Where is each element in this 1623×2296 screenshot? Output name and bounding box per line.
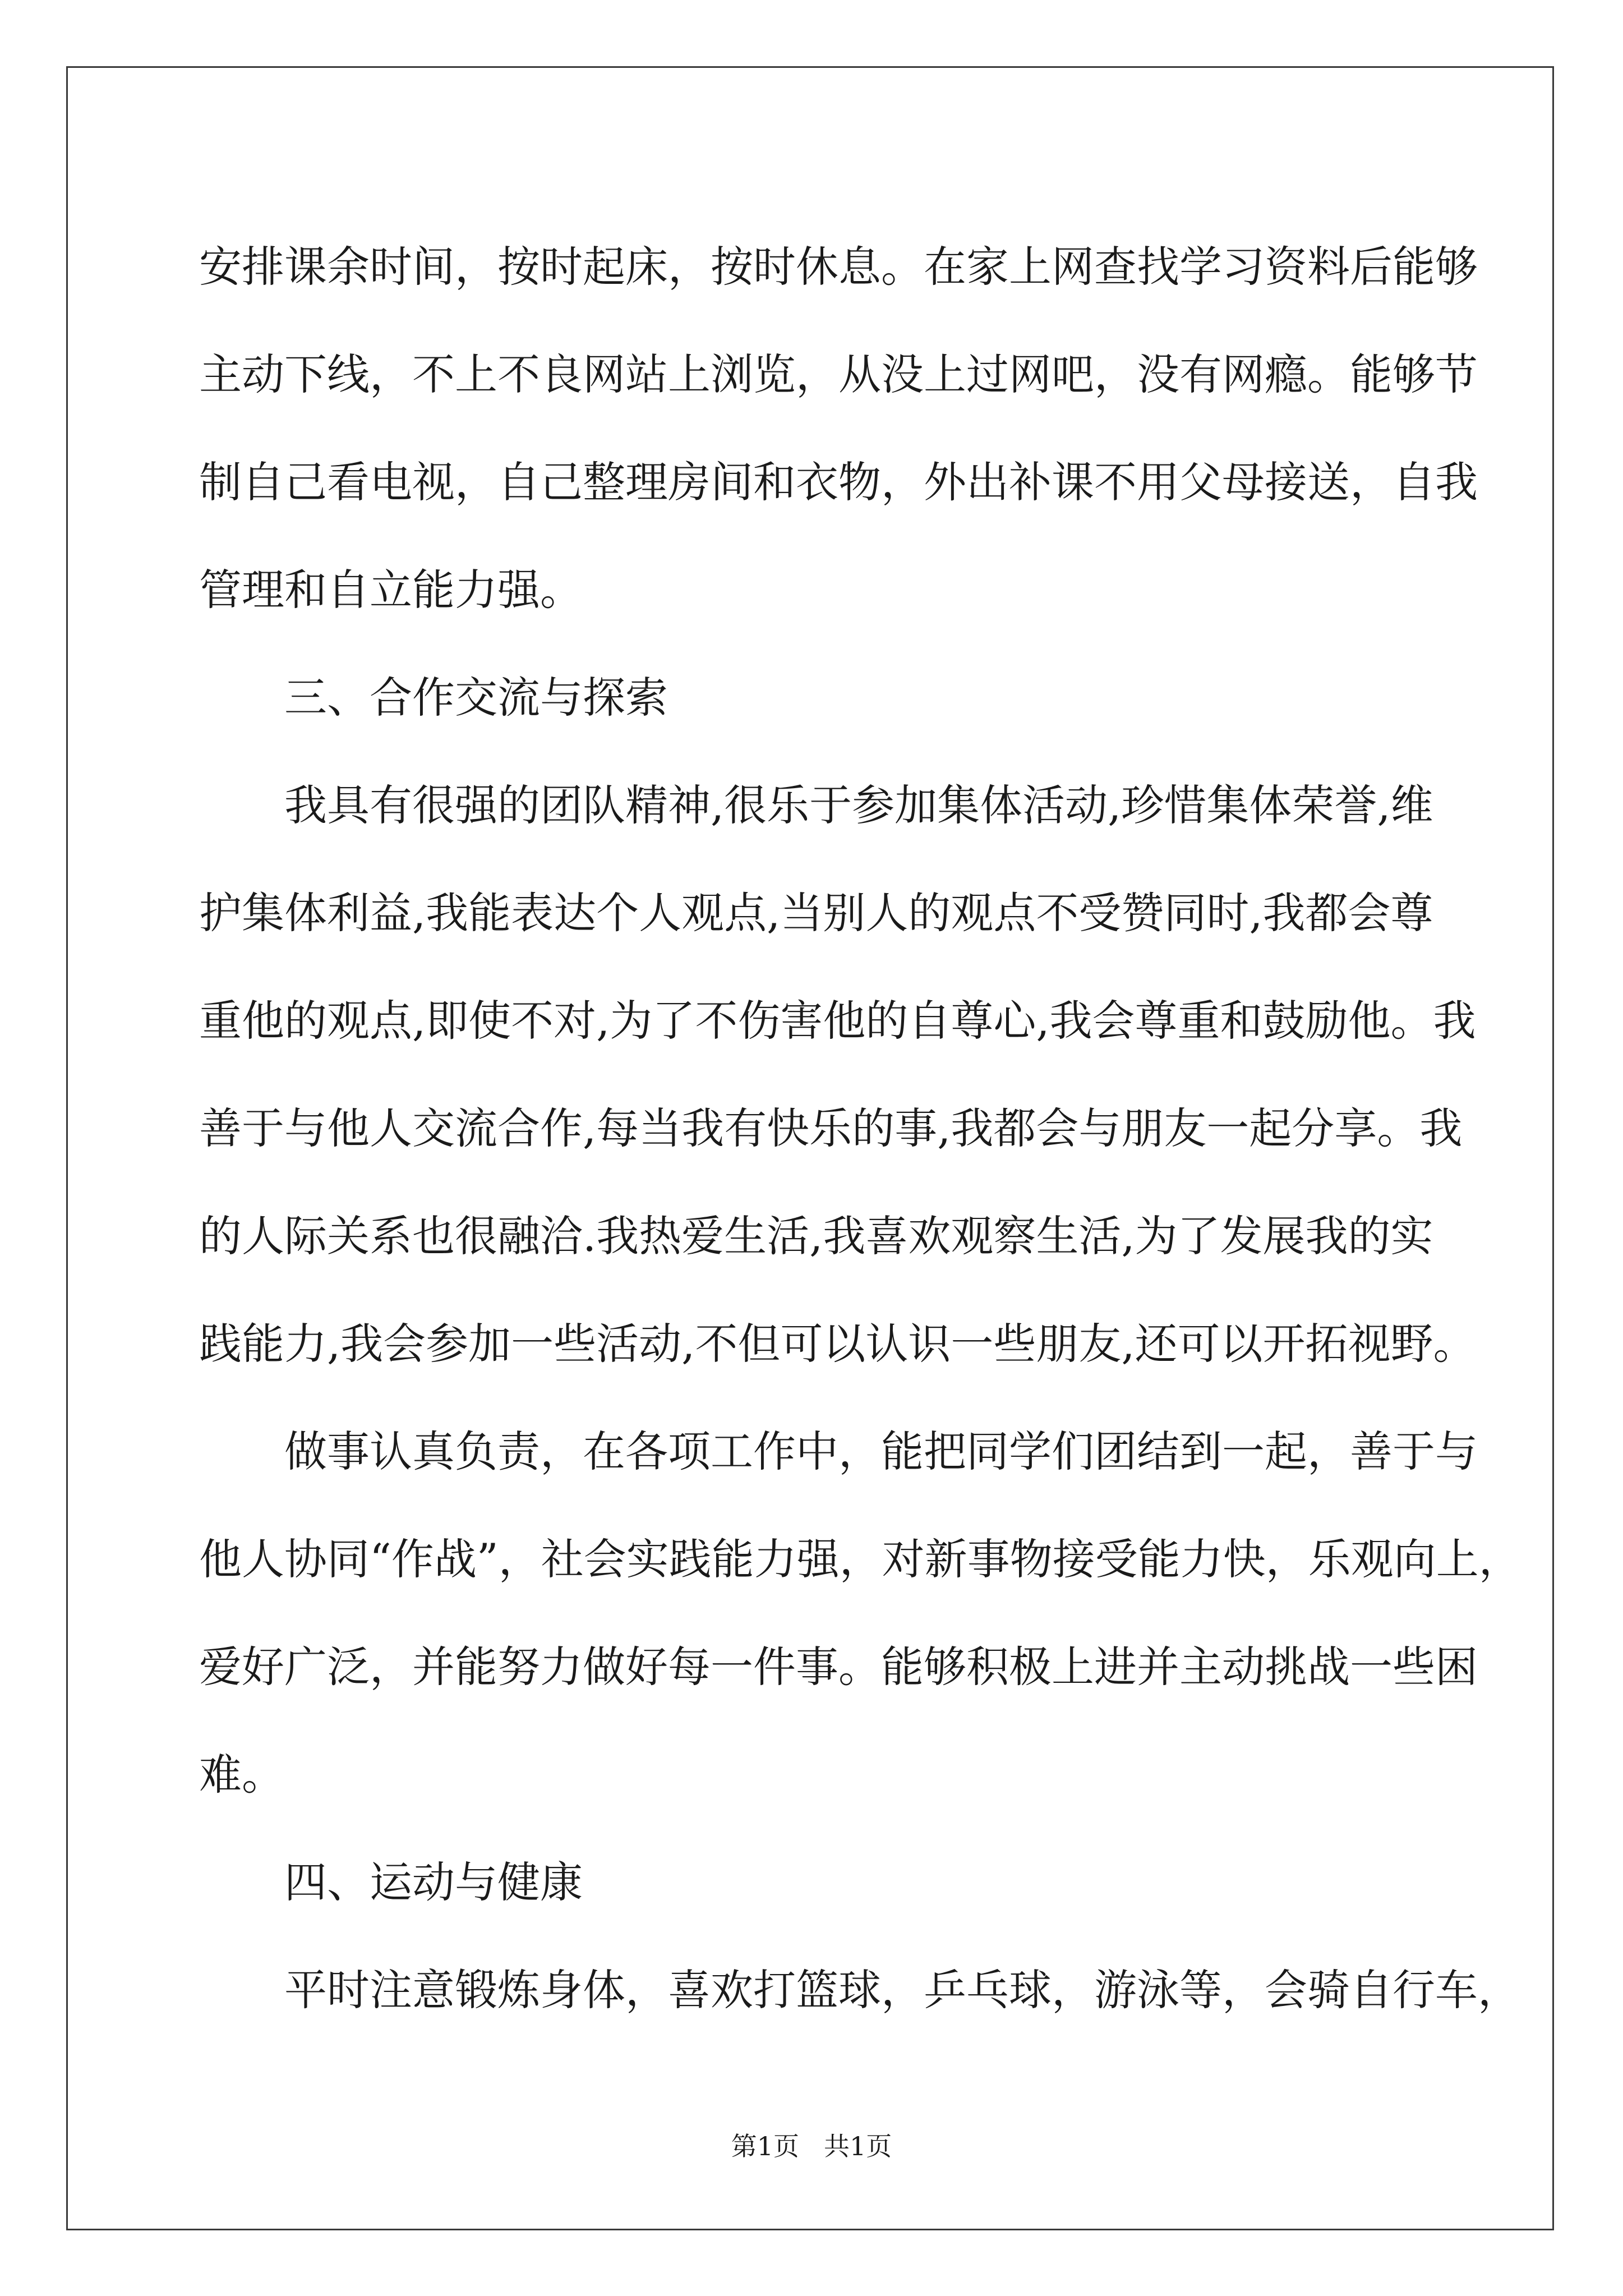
text-line: 制自己看电视，自己整理房间和衣物，外出补课不用父母接送，自我 xyxy=(199,457,1478,507)
page-number: 第1页 xyxy=(731,2131,799,2161)
page-footer xyxy=(0,2129,1623,2163)
text-line: 难。 xyxy=(199,1750,284,1800)
text-line: 护集体利益,我能表达个人观点,当别人的观点不受赞同时,我都会尊 xyxy=(199,888,1433,938)
text-line: 践能力,我会参加一些活动,不但可以认识一些朋友,还可以开拓视野。 xyxy=(199,1319,1476,1369)
section-heading: 三、合作交流与探索 xyxy=(284,673,668,723)
text-line: 爱好广泛，并能努力做好每一件事。能够积极上进并主动挑战一些困 xyxy=(199,1642,1478,1692)
text-line: 主动下线，不上不良网站上浏览，从没上过网吧，没有网瘾。能够节 xyxy=(199,349,1478,399)
text-line: 重他的观点,即使不对,为了不伤害他的自尊心,我会尊重和鼓励他。我 xyxy=(199,996,1476,1046)
text-line: 的人际关系也很融洽.我热爱生活,我喜欢观察生活,为了发展我的实 xyxy=(199,1211,1433,1261)
text-line: 我具有很强的团队精神,很乐于参加集体活动,珍惜集体荣誉,维 xyxy=(284,780,1433,830)
document-body xyxy=(199,213,1521,2044)
text-line: 安排课余时间，按时起床，按时休息。在家上网查找学习资料后能够 xyxy=(199,242,1478,292)
text-line: 做事认真负责，在各项工作中，能把同学们团结到一起，善于与 xyxy=(284,1427,1478,1476)
section-heading: 四、运动与健康 xyxy=(284,1857,583,1907)
page-total: 共1页 xyxy=(824,2131,892,2161)
text-line: 善于与他人交流合作,每当我有快乐的事,我都会与朋友一起分享。我 xyxy=(199,1103,1463,1153)
text-line: 管理和自立能力强。 xyxy=(199,565,583,615)
text-line: 他人协同“作战”，社会实践能力强，对新事物接受能力快，乐观向上， xyxy=(199,1534,1521,1584)
text-line: 平时注意锻炼身体，喜欢打篮球，乒乓球，游泳等，会骑自行车， xyxy=(284,1965,1520,2015)
